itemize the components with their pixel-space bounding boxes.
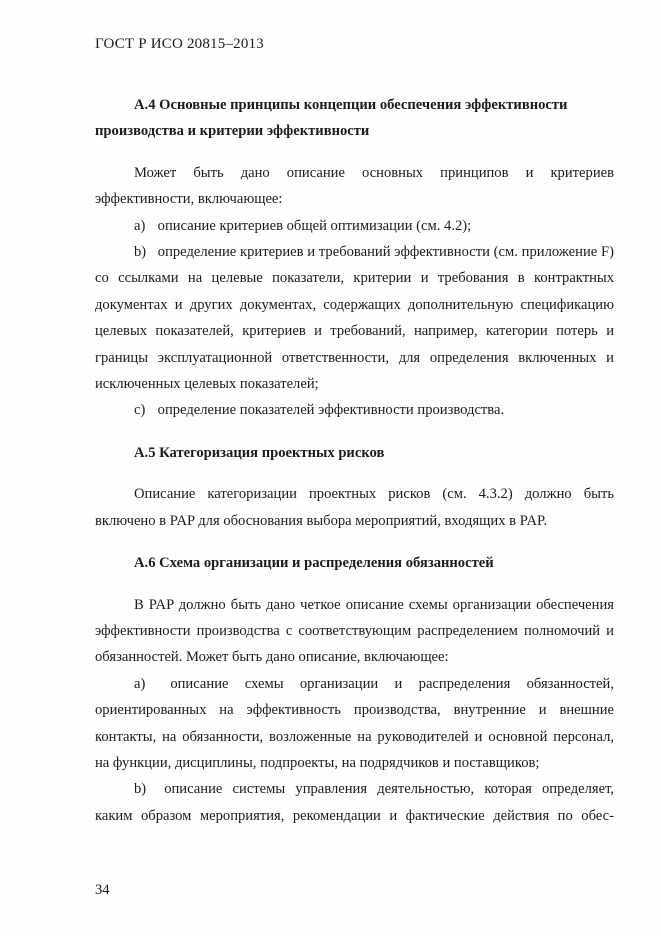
section-a6-intro: В PAP должно быть дано четкое описание схемы организации обеспечения эффективности производства с соответствующим распределением полномочий и обязанностей. Может быть дано описание, включающее: <box>95 596 614 666</box>
list-item-text: описание системы управления деятельностью, которая определяет, каким образом мероприятия, рекомендации и фактические действия по обес- <box>95 781 614 824</box>
list-item-marker: b) <box>134 781 147 798</box>
list-item <box>95 776 614 829</box>
section-a4-intro: Может быть дано описание основных принципов и критериев эффективности, включающее: <box>95 164 614 208</box>
list-item <box>95 213 614 239</box>
list-item <box>95 397 614 423</box>
list-item-text: определение критериев и требований эффективности (см. приложение F) со ссылками на целевые показатели, критерии и требования в контрактных документах и других документах, содержащих дополнительную спецификацию целевых показателей, критериев и требований, например, категории потерь и границы эксплуатационной ответственности, для определения включенных и исключенных целевых показателей; <box>95 244 614 393</box>
list-item-marker: a) <box>134 217 146 234</box>
list-item-marker: c) <box>134 402 146 419</box>
document-header: ГОСТ Р ИСО 20815–2013 <box>95 36 264 52</box>
section-a6-heading: А.6 Схема организации и распределения обязанностей <box>134 555 494 572</box>
list-item-marker: a) <box>134 675 146 692</box>
list-item <box>95 671 614 777</box>
list-item-text: описание схемы организации и распределения обязанностей, ориентированных на эффективность производства, внутренние и внешние контакты, на обязанности, возложенные на руководителей и основной персонал, на функции, дисциплины, подпроекты, на подрядчиков и поставщиков; <box>95 675 614 771</box>
list-item <box>95 239 614 397</box>
list-item-text: описание критериев общей оптимизации (см. 4.2); <box>157 217 472 234</box>
section-a5-text: Описание категоризации проектных рисков (см. 4.3.2) должно быть включено в PAP для обоснования выбора мероприятий, входящих в PAP. <box>95 486 614 529</box>
list-item-marker: b) <box>134 244 147 261</box>
page-content <box>95 92 614 829</box>
section-a5-heading: А.5 Категоризация проектных рисков <box>134 444 385 461</box>
section-a4-heading: А.4 Основные принципы концепции обеспечения эффективности производства и критерии эффективности <box>95 97 568 140</box>
page-number: 34 <box>95 882 110 898</box>
list-item-text: определение показателей эффективности производства. <box>157 402 505 419</box>
